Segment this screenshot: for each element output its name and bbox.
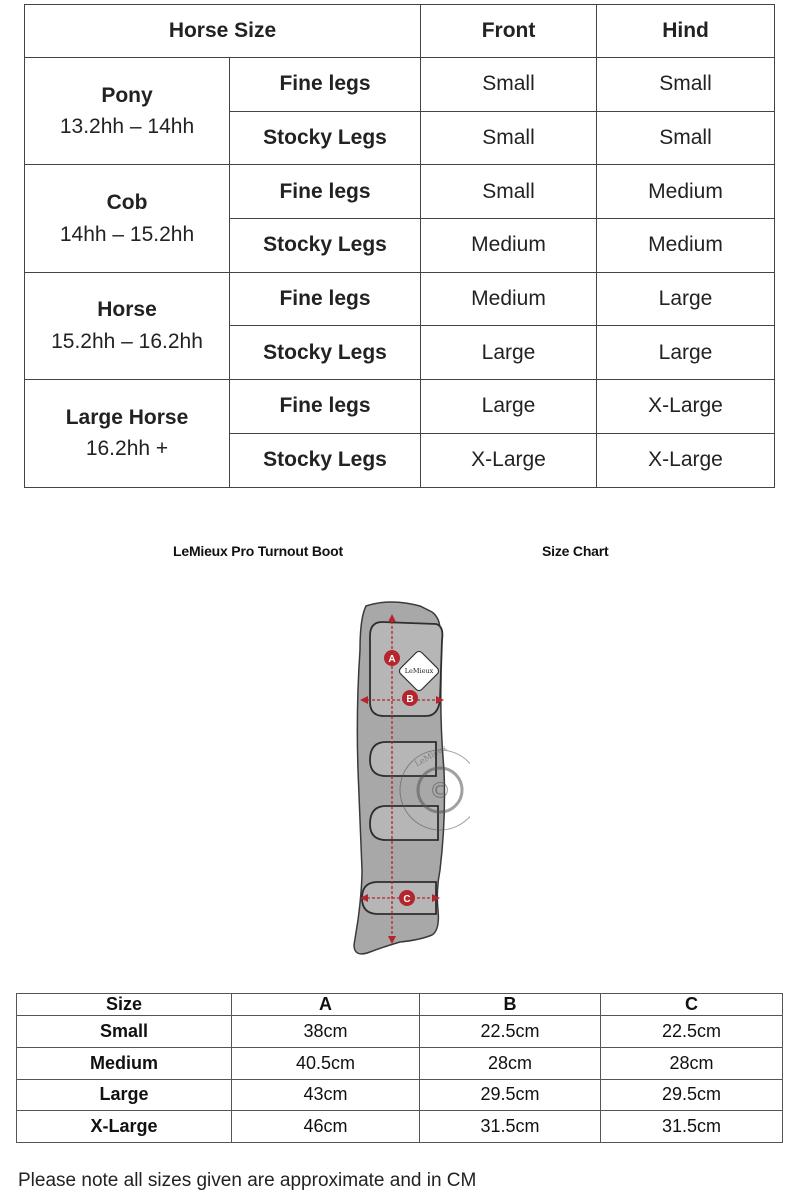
dimension-table [16, 993, 783, 1143]
front-size: Large [421, 380, 597, 434]
leg-type: Fine legs [230, 272, 421, 326]
leg-type: Fine legs [230, 58, 421, 112]
horse-size-table [24, 4, 775, 488]
hind-size: Large [597, 326, 775, 380]
hind-size: Small [597, 58, 775, 112]
table-row [17, 1016, 783, 1048]
group-range: 14hh – 15.2hh [59, 222, 195, 246]
front-size: Small [421, 111, 597, 165]
table-row [25, 165, 775, 219]
dim-b: 29.5cm [420, 1079, 601, 1111]
hind-size: X-Large [597, 433, 775, 487]
table-row [25, 380, 775, 434]
header-b: B [420, 994, 601, 1016]
group-name: Cob [106, 191, 148, 215]
table-row [17, 1047, 783, 1079]
header-c: C [601, 994, 783, 1016]
product-title: LeMieux Pro Turnout Boot [173, 543, 343, 559]
header-a: A [232, 994, 420, 1016]
watermark-text: LeMieux [413, 743, 449, 769]
front-size: X-Large [421, 433, 597, 487]
dim-c: 22.5cm [601, 1016, 783, 1048]
strap-3 [370, 806, 438, 840]
dim-c: 28cm [601, 1047, 783, 1079]
leg-type: Fine legs [230, 380, 421, 434]
table-row [17, 1079, 783, 1111]
dim-c: 29.5cm [601, 1079, 783, 1111]
front-size: Small [421, 58, 597, 112]
leg-type: Stocky Legs [230, 111, 421, 165]
table-header-row [17, 994, 783, 1016]
leg-type: Stocky Legs [230, 433, 421, 487]
hind-size: Large [597, 272, 775, 326]
group-name: Pony [101, 83, 153, 107]
size-label: Large [17, 1079, 232, 1111]
dim-a: 38cm [232, 1016, 420, 1048]
marker-b: B [406, 694, 414, 705]
leg-type: Stocky Legs [230, 219, 421, 273]
dim-b: 28cm [420, 1047, 601, 1079]
front-size: Small [421, 165, 597, 219]
size-chart-title: Size Chart [542, 543, 609, 559]
logo-text: LeMieux [404, 667, 434, 675]
group-pony [25, 58, 230, 165]
copyright-icon: © [429, 779, 451, 804]
size-label: Medium [17, 1047, 232, 1079]
size-note: Please note all sizes given are approximate and in CM [18, 1170, 477, 1191]
group-cob [25, 165, 230, 272]
group-range: 16.2hh + [85, 437, 169, 461]
front-size: Large [421, 326, 597, 380]
table-row [17, 1111, 783, 1143]
header-front: Front [421, 5, 597, 58]
marker-c: C [403, 894, 411, 905]
dim-b: 22.5cm [420, 1016, 601, 1048]
size-label: Small [17, 1016, 232, 1048]
leg-type: Stocky Legs [230, 326, 421, 380]
table-row [25, 58, 775, 112]
dim-c: 31.5cm [601, 1111, 783, 1143]
header-horse-size: Horse Size [25, 5, 421, 58]
group-horse [25, 272, 230, 379]
size-label: X-Large [17, 1111, 232, 1143]
hind-size: Medium [597, 219, 775, 273]
header-size: Size [17, 994, 232, 1016]
dim-a: 46cm [232, 1111, 420, 1143]
dim-a: 40.5cm [232, 1047, 420, 1079]
hind-size: Medium [597, 165, 775, 219]
group-range: 13.2hh – 14hh [59, 115, 195, 139]
header-hind: Hind [597, 5, 775, 58]
dim-a: 43cm [232, 1079, 420, 1111]
boot-diagram [340, 590, 470, 975]
front-size: Medium [421, 272, 597, 326]
group-name: Large Horse [65, 405, 189, 429]
hind-size: X-Large [597, 380, 775, 434]
marker-a: A [388, 654, 396, 665]
group-range: 15.2hh – 16.2hh [51, 329, 203, 353]
group-large-horse [25, 380, 230, 487]
leg-type: Fine legs [230, 165, 421, 219]
dim-b: 31.5cm [420, 1111, 601, 1143]
hind-size: Small [597, 111, 775, 165]
front-size: Medium [421, 219, 597, 273]
table-row [25, 272, 775, 326]
group-name: Horse [97, 298, 157, 322]
